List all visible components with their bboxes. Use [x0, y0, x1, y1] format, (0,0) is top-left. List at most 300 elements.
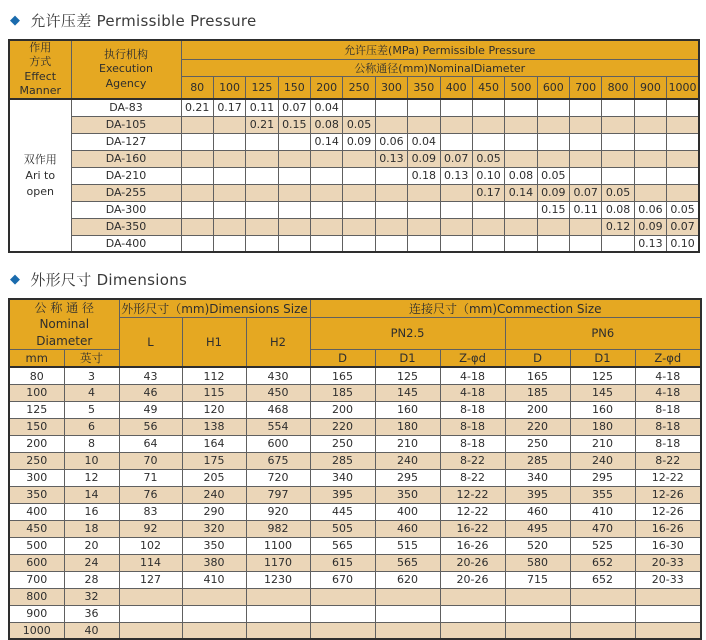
pressure-value-cell: [667, 133, 699, 150]
dimension-value-cell: 20: [64, 537, 119, 554]
pressure-value-cell: 0.21: [181, 99, 213, 116]
dimension-value-cell: 180: [570, 418, 635, 435]
diameter-column-header: 350: [408, 77, 440, 99]
dimension-value-cell: 340: [310, 469, 375, 486]
dimension-value-cell: 450: [246, 384, 310, 401]
pressure-value-cell: [343, 184, 375, 201]
pressure-value-cell: [181, 150, 213, 167]
dimension-value-cell: 8-22: [440, 452, 505, 469]
pressure-value-cell: [278, 150, 310, 167]
dimension-value-cell: 8-18: [635, 401, 701, 418]
dimension-value-cell: 525: [570, 537, 635, 554]
dimension-value-cell: 652: [570, 554, 635, 571]
pressure-value-cell: [181, 184, 213, 201]
pressure-value-cell: 0.11: [246, 99, 278, 116]
table-row: [9, 384, 701, 401]
dimension-value-cell: 285: [310, 452, 375, 469]
pressure-value-cell: [375, 116, 407, 133]
dimension-value-cell: 515: [375, 537, 440, 554]
pressure-value-cell: [246, 235, 278, 252]
dimension-value-cell: 675: [246, 452, 310, 469]
dimension-value-cell: 520: [505, 537, 570, 554]
diameter-column-header: 80: [181, 77, 213, 99]
pressure-value-cell: [570, 150, 602, 167]
dimension-value-cell: 12: [64, 469, 119, 486]
pressure-value-cell: 0.11: [570, 201, 602, 218]
pressure-value-cell: [181, 116, 213, 133]
dimension-value-cell: 185: [310, 384, 375, 401]
pressure-value-cell: [634, 184, 666, 201]
dimension-value-cell: 615: [310, 554, 375, 571]
dimension-value-cell: 120: [182, 401, 246, 418]
pressure-value-cell: [505, 235, 537, 252]
dimension-value-cell: 12-22: [440, 486, 505, 503]
dimension-value-cell: 982: [246, 520, 310, 537]
pressure-value-cell: [602, 99, 634, 116]
dimension-value-cell: 445: [310, 503, 375, 520]
dimension-value-cell: 350: [182, 537, 246, 554]
diameter-column-header: 700: [570, 77, 602, 99]
dimension-value-cell: 797: [246, 486, 310, 503]
agency-cell: DA-83: [71, 99, 181, 116]
table-row: [9, 588, 701, 605]
pressure-value-cell: [181, 201, 213, 218]
dimension-value-cell: 43: [119, 367, 182, 384]
agency-cell: DA-160: [71, 150, 181, 167]
dimension-value-cell: 600: [9, 554, 64, 571]
dimension-value-cell: 250: [9, 452, 64, 469]
pressure-value-cell: [246, 201, 278, 218]
table-row: [9, 418, 701, 435]
dimension-value-cell: 205: [182, 469, 246, 486]
pressure-value-cell: [440, 235, 472, 252]
pressure-value-cell: [213, 150, 245, 167]
table-row: [9, 201, 699, 218]
table-row: [9, 537, 701, 554]
dimension-value-cell: 164: [182, 435, 246, 452]
pressure-value-cell: 0.08: [311, 116, 343, 133]
dimension-value-cell: 1170: [246, 554, 310, 571]
dimension-value-cell: [310, 588, 375, 605]
dimension-value-cell: 295: [375, 469, 440, 486]
dimension-value-cell: 150: [9, 418, 64, 435]
pressure-value-cell: [181, 133, 213, 150]
pressure-value-cell: [537, 99, 569, 116]
pressure-value-cell: [375, 167, 407, 184]
pressure-value-cell: [246, 184, 278, 201]
dimension-value-cell: 32: [64, 588, 119, 605]
pressure-value-cell: [213, 116, 245, 133]
column-header-execution-agency: 执行机构 Execution Agency: [71, 40, 181, 99]
table-row: [9, 520, 701, 537]
dimension-value-cell: 240: [375, 452, 440, 469]
pressure-value-cell: [311, 201, 343, 218]
table-row: [9, 503, 701, 520]
pressure-value-cell: [602, 235, 634, 252]
column-header-pn25-Zd: Z-φd: [440, 349, 505, 367]
pressure-value-cell: [343, 99, 375, 116]
pressure-value-cell: [634, 167, 666, 184]
dimension-value-cell: 285: [505, 452, 570, 469]
pressure-value-cell: [505, 116, 537, 133]
pressure-value-cell: [570, 133, 602, 150]
pressure-value-cell: [634, 116, 666, 133]
dimension-value-cell: 4-18: [635, 384, 701, 401]
pressure-value-cell: [570, 218, 602, 235]
dimension-value-cell: [505, 605, 570, 622]
dimension-value-cell: 145: [375, 384, 440, 401]
dimension-value-cell: 450: [9, 520, 64, 537]
dimension-value-cell: 380: [182, 554, 246, 571]
dimension-value-cell: 652: [570, 571, 635, 588]
pressure-value-cell: [375, 184, 407, 201]
pressure-title-text: 允许压差 Permissible Pressure: [30, 11, 257, 30]
dimension-value-cell: 12-22: [440, 503, 505, 520]
table-row: [9, 469, 701, 486]
dimensions-table: [8, 298, 702, 640]
pressure-value-cell: [246, 150, 278, 167]
dimension-value-cell: 125: [570, 367, 635, 384]
pressure-value-cell: [181, 218, 213, 235]
dimension-value-cell: 565: [310, 537, 375, 554]
pressure-value-cell: [311, 150, 343, 167]
pressure-value-cell: 0.13: [375, 150, 407, 167]
dimension-value-cell: 495: [505, 520, 570, 537]
table-row: [9, 167, 699, 184]
pressure-value-cell: [667, 184, 699, 201]
pressure-value-cell: [375, 235, 407, 252]
pressure-value-cell: [408, 184, 440, 201]
dimension-value-cell: 4-18: [635, 367, 701, 384]
dimension-value-cell: 127: [119, 571, 182, 588]
pressure-value-cell: [408, 235, 440, 252]
dimension-value-cell: 4-18: [440, 384, 505, 401]
dimension-value-cell: 468: [246, 401, 310, 418]
dimension-value-cell: 70: [119, 452, 182, 469]
pressure-value-cell: 0.05: [537, 167, 569, 184]
dimension-value-cell: [119, 605, 182, 622]
pressure-value-cell: [667, 167, 699, 184]
pressure-value-cell: [505, 150, 537, 167]
dimension-value-cell: 320: [182, 520, 246, 537]
pressure-value-cell: 0.13: [440, 167, 472, 184]
dimension-value-cell: 800: [9, 588, 64, 605]
dimension-value-cell: 580: [505, 554, 570, 571]
dimension-value-cell: 145: [570, 384, 635, 401]
pressure-value-cell: [311, 235, 343, 252]
pressure-value-cell: 0.08: [602, 201, 634, 218]
pressure-value-cell: [472, 116, 504, 133]
dimension-value-cell: 700: [9, 571, 64, 588]
diameter-column-header: 100: [213, 77, 245, 99]
pressure-value-cell: [246, 133, 278, 150]
dimension-value-cell: 460: [375, 520, 440, 537]
table-row: [9, 401, 701, 418]
dimension-value-cell: 920: [246, 503, 310, 520]
dimension-value-cell: 18: [64, 520, 119, 537]
pressure-value-cell: [278, 167, 310, 184]
pressure-value-cell: 0.09: [408, 150, 440, 167]
pressure-value-cell: [343, 150, 375, 167]
pressure-value-cell: 0.17: [213, 99, 245, 116]
pressure-value-cell: [408, 116, 440, 133]
dimension-value-cell: 240: [570, 452, 635, 469]
dimension-value-cell: 470: [570, 520, 635, 537]
dimension-value-cell: [375, 588, 440, 605]
dimensions-title-text: 外形尺寸 Dimensions: [30, 270, 188, 289]
dimension-value-cell: [570, 588, 635, 605]
agency-cell: DA-255: [71, 184, 181, 201]
pressure-value-cell: [375, 218, 407, 235]
pressure-value-cell: 0.07: [278, 99, 310, 116]
pressure-value-cell: [505, 133, 537, 150]
dimension-value-cell: 64: [119, 435, 182, 452]
pressure-value-cell: [408, 201, 440, 218]
dimension-value-cell: 460: [505, 503, 570, 520]
pressure-value-cell: [570, 116, 602, 133]
pressure-value-cell: 0.04: [408, 133, 440, 150]
dimension-value-cell: [182, 588, 246, 605]
pressure-value-cell: [311, 184, 343, 201]
dimension-value-cell: 100: [9, 384, 64, 401]
dimension-value-cell: [182, 605, 246, 622]
pressure-value-cell: 0.10: [667, 235, 699, 252]
dimension-value-cell: [246, 588, 310, 605]
dimension-value-cell: 220: [505, 418, 570, 435]
column-header-dimensions-size: 外形尺寸（mm)Dimensions Size: [119, 299, 310, 318]
dimension-value-cell: 138: [182, 418, 246, 435]
dimension-value-cell: 1230: [246, 571, 310, 588]
dimension-value-cell: [119, 588, 182, 605]
diamond-icon: ◆: [10, 271, 21, 287]
dimension-value-cell: 12-26: [635, 503, 701, 520]
pressure-value-cell: [634, 150, 666, 167]
dimension-value-cell: 24: [64, 554, 119, 571]
pressure-value-cell: [570, 167, 602, 184]
dimension-value-cell: [505, 588, 570, 605]
pressure-value-cell: 0.15: [537, 201, 569, 218]
dimension-value-cell: 112: [182, 367, 246, 384]
dimension-value-cell: 240: [182, 486, 246, 503]
dimension-value-cell: 125: [375, 367, 440, 384]
pressure-value-cell: 0.04: [311, 99, 343, 116]
dimension-value-cell: [375, 605, 440, 622]
pressure-value-cell: [505, 99, 537, 116]
dimension-value-cell: 395: [505, 486, 570, 503]
table-row: [9, 99, 699, 116]
pressure-value-cell: [537, 235, 569, 252]
dimension-value-cell: 220: [310, 418, 375, 435]
pressure-value-cell: [278, 235, 310, 252]
pressure-value-cell: [246, 167, 278, 184]
dimension-value-cell: 430: [246, 367, 310, 384]
dimension-value-cell: 165: [310, 367, 375, 384]
diameter-column-header: 800: [602, 77, 634, 99]
diamond-icon: ◆: [10, 12, 21, 28]
pressure-value-cell: [375, 201, 407, 218]
dimension-value-cell: 185: [505, 384, 570, 401]
pressure-value-cell: [634, 99, 666, 116]
dimension-value-cell: 165: [505, 367, 570, 384]
pressure-value-cell: [537, 218, 569, 235]
pressure-value-cell: [408, 99, 440, 116]
dimension-value-cell: 12-22: [635, 469, 701, 486]
dimension-value-cell: 395: [310, 486, 375, 503]
pressure-value-cell: [246, 218, 278, 235]
pressure-value-cell: [278, 133, 310, 150]
dimension-value-cell: 350: [9, 486, 64, 503]
dimension-value-cell: 20-33: [635, 554, 701, 571]
dimension-value-cell: 8: [64, 435, 119, 452]
dimension-value-cell: [440, 605, 505, 622]
pressure-value-cell: [440, 218, 472, 235]
pressure-value-cell: [213, 201, 245, 218]
pressure-value-cell: 0.14: [311, 133, 343, 150]
pressure-value-cell: 0.05: [472, 150, 504, 167]
pressure-value-cell: [440, 184, 472, 201]
dimension-value-cell: 20-26: [440, 554, 505, 571]
dimension-value-cell: 210: [375, 435, 440, 452]
dimension-value-cell: 5: [64, 401, 119, 418]
column-header-pn6: PN6: [505, 318, 701, 350]
dimension-value-cell: 83: [119, 503, 182, 520]
table-row: [9, 435, 701, 452]
pressure-value-cell: [440, 133, 472, 150]
pressure-value-cell: 0.13: [634, 235, 666, 252]
agency-cell: DA-210: [71, 167, 181, 184]
dimension-value-cell: 200: [505, 401, 570, 418]
dimension-value-cell: 16-26: [635, 520, 701, 537]
dimension-value-cell: 4-18: [440, 367, 505, 384]
dimension-value-cell: 8-18: [440, 435, 505, 452]
pressure-value-cell: [505, 201, 537, 218]
dimension-value-cell: 340: [505, 469, 570, 486]
pressure-value-cell: [278, 184, 310, 201]
diameter-column-header: 500: [505, 77, 537, 99]
dimension-value-cell: [310, 605, 375, 622]
pressure-value-cell: [213, 218, 245, 235]
pressure-value-cell: [634, 133, 666, 150]
pressure-value-cell: 0.10: [472, 167, 504, 184]
pressure-value-cell: [343, 201, 375, 218]
dimension-value-cell: [570, 605, 635, 622]
column-header-L: L: [119, 318, 182, 368]
table-row: [9, 184, 699, 201]
pressure-value-cell: 0.18: [408, 167, 440, 184]
column-header-pn6-Zd: Z-φd: [635, 349, 701, 367]
pressure-value-cell: 0.05: [343, 116, 375, 133]
dimension-value-cell: 102: [119, 537, 182, 554]
dimension-value-cell: 410: [182, 571, 246, 588]
dimension-value-cell: 300: [9, 469, 64, 486]
dimension-value-cell: 554: [246, 418, 310, 435]
pressure-value-cell: [343, 218, 375, 235]
dimension-value-cell: 46: [119, 384, 182, 401]
dimension-value-cell: 71: [119, 469, 182, 486]
dimension-value-cell: 20-33: [635, 571, 701, 588]
pressure-value-cell: [472, 218, 504, 235]
dimension-value-cell: [440, 588, 505, 605]
agency-cell: DA-350: [71, 218, 181, 235]
dimension-value-cell: 1100: [246, 537, 310, 554]
column-header-connection-size: 连接尺寸（mm)Commection Size: [310, 299, 701, 318]
dimension-value-cell: 8-22: [635, 452, 701, 469]
dimension-value-cell: 160: [570, 401, 635, 418]
pressure-value-cell: [213, 184, 245, 201]
column-header-permissible-pressure: 允许压差(MPa) Permissible Pressure: [181, 40, 699, 59]
column-header-mm: mm: [9, 349, 64, 367]
table-row: [9, 486, 701, 503]
pressure-value-cell: [570, 99, 602, 116]
column-header-H2: H2: [246, 318, 310, 368]
dimension-value-cell: 1000: [9, 622, 64, 639]
dimension-value-cell: 20-26: [440, 571, 505, 588]
pressure-value-cell: 0.15: [278, 116, 310, 133]
diameter-column-header: 1000: [667, 77, 699, 99]
permissible-pressure-table: [8, 39, 700, 253]
pressure-value-cell: 0.09: [343, 133, 375, 150]
table-row: [9, 218, 699, 235]
table-row: [9, 150, 699, 167]
table-row: [9, 452, 701, 469]
pressure-value-cell: [537, 116, 569, 133]
dimension-value-cell: [635, 588, 701, 605]
dimension-value-cell: 400: [9, 503, 64, 520]
pressure-value-cell: [278, 218, 310, 235]
diameter-column-header: 300: [375, 77, 407, 99]
pressure-value-cell: [667, 150, 699, 167]
table-row: [9, 367, 701, 384]
dimension-value-cell: 600: [246, 435, 310, 452]
dimension-value-cell: 8-18: [440, 401, 505, 418]
column-header-nominal-diameter: 公称通径(mm)NominalDiameter: [181, 59, 699, 77]
pressure-value-cell: [505, 218, 537, 235]
dimension-value-cell: 180: [375, 418, 440, 435]
pressure-value-cell: 0.09: [634, 218, 666, 235]
pressure-value-cell: [343, 235, 375, 252]
pressure-value-cell: [602, 167, 634, 184]
pressure-table-body: [9, 99, 699, 252]
dimension-value-cell: 355: [570, 486, 635, 503]
pressure-value-cell: [472, 99, 504, 116]
pressure-value-cell: 0.17: [472, 184, 504, 201]
column-header-pn6-D: D: [505, 349, 570, 367]
dimension-value-cell: 8-18: [440, 418, 505, 435]
column-header-effect-manner: 作用 方式 Effect Manner: [9, 40, 71, 99]
dimension-value-cell: 8-22: [440, 469, 505, 486]
dimension-value-cell: 350: [375, 486, 440, 503]
dimension-value-cell: 900: [9, 605, 64, 622]
pressure-value-cell: 0.06: [375, 133, 407, 150]
dimension-value-cell: 250: [310, 435, 375, 452]
dimension-value-cell: 295: [570, 469, 635, 486]
dimension-value-cell: 6: [64, 418, 119, 435]
dimension-value-cell: 670: [310, 571, 375, 588]
pressure-section-title: [10, 10, 700, 30]
pressure-value-cell: 0.08: [505, 167, 537, 184]
dimension-value-cell: 36: [64, 605, 119, 622]
pressure-value-cell: [570, 235, 602, 252]
dimension-value-cell: 16-30: [635, 537, 701, 554]
dimension-value-cell: 250: [505, 435, 570, 452]
pressure-value-cell: [472, 201, 504, 218]
dimension-value-cell: 125: [9, 401, 64, 418]
dimension-value-cell: 410: [570, 503, 635, 520]
diameter-column-header: 150: [278, 77, 310, 99]
column-header-pn25-D: D: [310, 349, 375, 367]
pressure-value-cell: 0.05: [667, 201, 699, 218]
dimension-value-cell: 92: [119, 520, 182, 537]
